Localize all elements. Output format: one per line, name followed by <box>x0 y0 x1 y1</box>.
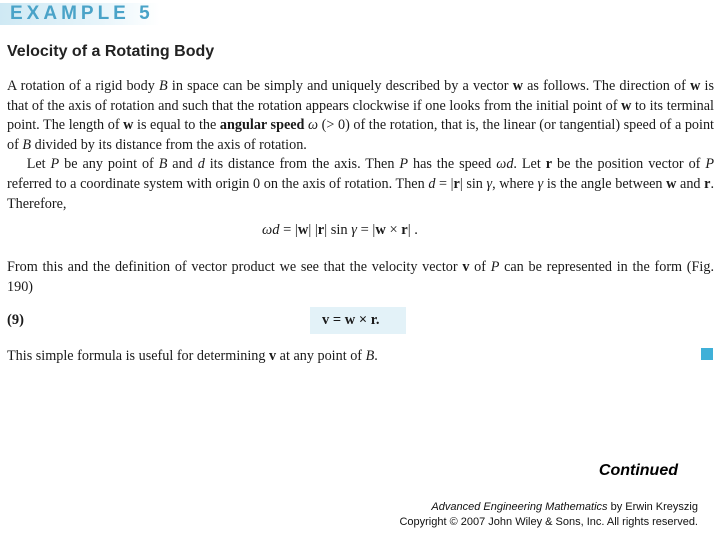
paragraph-formula-usage: This simple formula is useful for determining v at any point of B. <box>7 348 378 364</box>
equation-velocity-box: v = w × r. <box>310 307 406 334</box>
end-of-example-marker <box>701 348 713 360</box>
footer-credits <box>399 500 698 530</box>
equation-number: (9) <box>7 312 24 328</box>
book-author: by Erwin Kreyszig <box>607 501 698 513</box>
example-label: EXAMPLE 5 <box>0 3 160 25</box>
paragraph-rotation-description: A rotation of a rigid body B in space can be simply and uniquely described by a vector w as follows. The direction of w is that of the axis of rotation and such that the rotation appears clockwise if one looks from the initial point of w to its terminal point. The length of w is equal to the angular speed ω (> 0) of the rotation, that is, the linear (or tangential) speed of a point of B divided by its distance from the axis of rotation. Let P be any point of B and d its distance from the axis. Then P has the speed ωd. Let r be the position vector of P referred to a coordinate system with origin 0 on the axis of rotation. Then d = |r| sin γ, where γ is the angle between w and r. Therefore, <box>7 78 714 212</box>
footer-book-line <box>399 500 698 515</box>
equation-speed: ωd = |w| |r| sin γ = |w × r| . <box>262 222 418 238</box>
paragraph-velocity-vector: From this and the definition of vector product we see that the velocity vector v of P can be represented in the form (Fig. 190) <box>7 259 714 295</box>
book-title: Advanced Engineering Mathematics <box>431 501 608 513</box>
continued-label: Continued <box>598 462 678 479</box>
section-title: Velocity of a Rotating Body <box>7 43 215 60</box>
footer-copyright: Copyright © 2007 John Wiley & Sons, Inc. All rights reserved. <box>399 516 698 528</box>
